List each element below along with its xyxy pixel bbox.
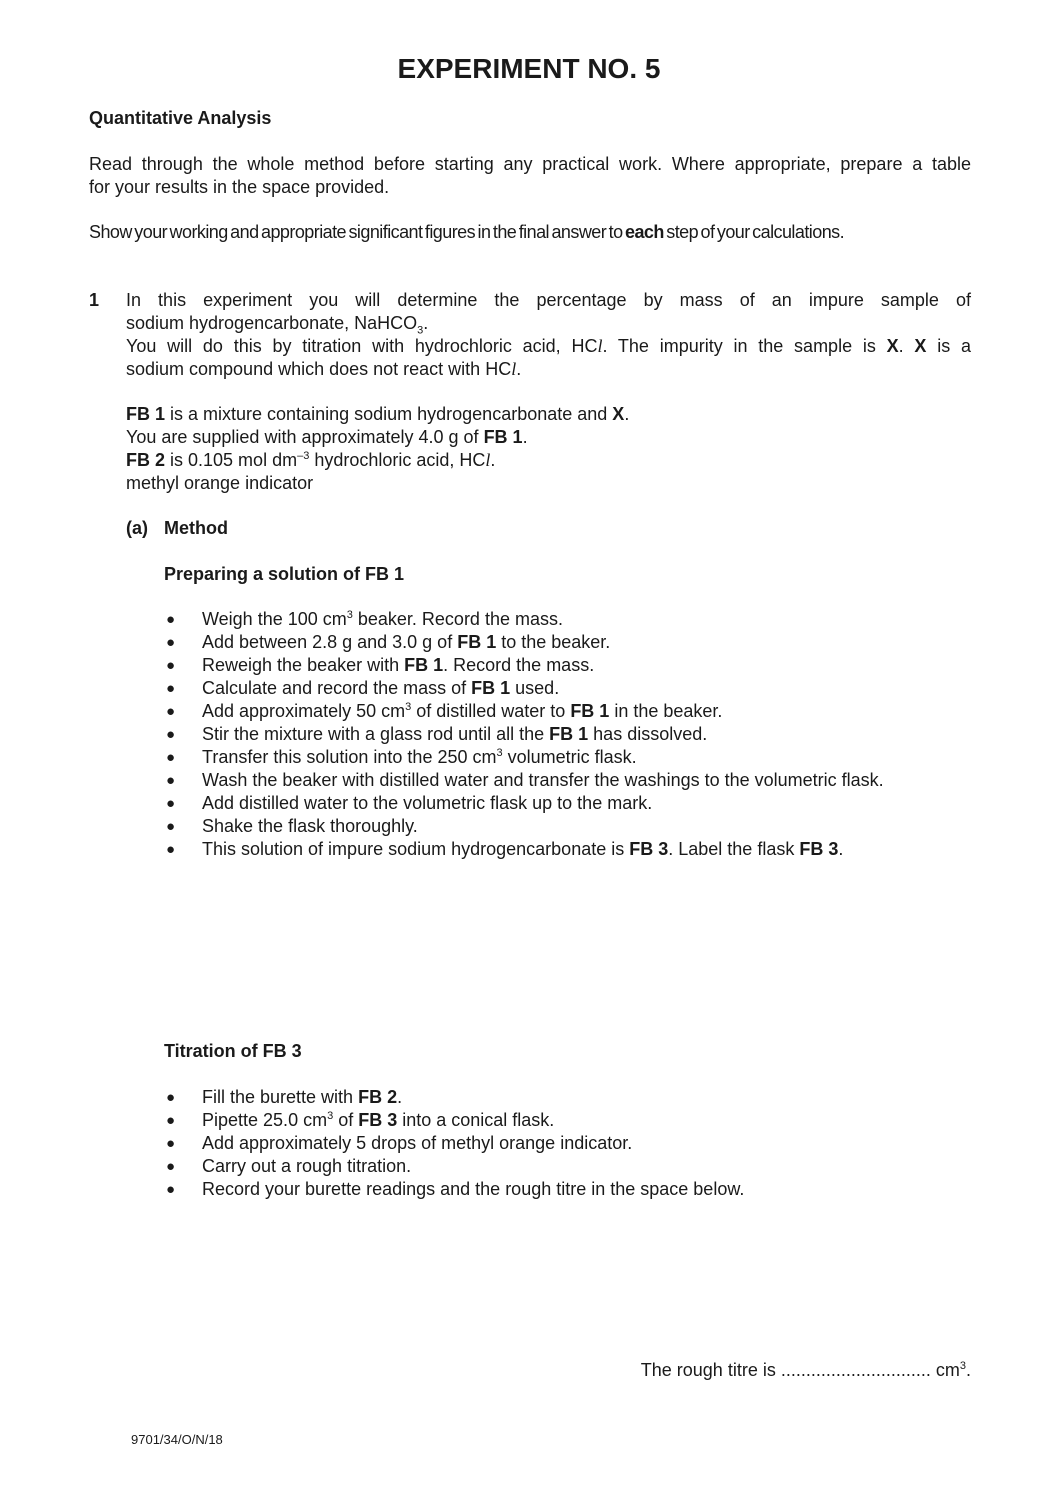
material-supply xyxy=(126,426,971,449)
bold-label: FB 1 xyxy=(549,724,589,744)
rough-titre-answer xyxy=(641,1359,971,1382)
superscript: 3 xyxy=(327,1110,334,1122)
list-item xyxy=(164,838,984,861)
intro-paragraph-1 xyxy=(89,153,971,199)
bullet-icon: ● xyxy=(166,634,176,651)
italic-letter: l xyxy=(597,336,603,356)
bold-label: FB 1 xyxy=(126,404,166,424)
material-indicator: methyl orange indicator xyxy=(126,473,314,493)
step-text: Calculate and record the mass of xyxy=(202,678,472,698)
question-text: is a xyxy=(926,336,971,356)
page-footer-code: 9701/34/O/N/18 xyxy=(131,1432,223,1447)
question-number: 1 xyxy=(89,290,100,310)
bullet-icon: ● xyxy=(166,818,176,835)
list-item xyxy=(164,746,984,769)
bold-label: FB 1 xyxy=(404,655,444,675)
superscript: 3 xyxy=(346,609,353,621)
list-item xyxy=(164,1155,984,1178)
bold-x: X xyxy=(914,336,927,356)
bullet-icon: ● xyxy=(166,726,176,743)
material-text: hydrochloric acid, HC xyxy=(309,450,486,470)
bullet-icon: ● xyxy=(166,795,176,812)
step-text: Reweigh the beaker with xyxy=(202,655,405,675)
material-fb1 xyxy=(126,403,971,426)
intro-line-1: Read through the whole method before starting any practical work. Where appropriate, prepare a table xyxy=(89,154,971,174)
list-item xyxy=(164,700,984,723)
step-text: to the beaker. xyxy=(496,632,611,652)
step-text: Add approximately 50 cm xyxy=(202,701,406,721)
answer-blank[interactable]: .............................. xyxy=(780,1360,931,1380)
bold-label: FB 2 xyxy=(126,450,166,470)
titration-heading: Titration of FB 3 xyxy=(164,1041,302,1061)
step-text: Carry out a rough titration. xyxy=(202,1156,412,1176)
list-item xyxy=(164,792,984,815)
bold-x: X xyxy=(612,404,625,424)
step-text: Add distilled water to the volumetric flask up to the mark. xyxy=(202,793,653,813)
list-item xyxy=(164,677,984,700)
answer-end: . xyxy=(965,1360,971,1380)
bold-label: FB 1 xyxy=(570,701,610,721)
step-text: Wash the beaker with distilled water and transfer the washings to the volumetric flask. xyxy=(202,770,884,790)
subscript: 3 xyxy=(417,324,424,337)
list-item xyxy=(164,1132,984,1155)
step-text: Add approximately 5 drops of methyl orange indicator. xyxy=(202,1133,633,1153)
bold-label: FB 1 xyxy=(471,678,511,698)
intro-paragraph-2 xyxy=(89,221,971,244)
question-text: You will do this by titration with hydrochloric acid, HC xyxy=(126,336,598,356)
italic-letter: l xyxy=(485,450,491,470)
material-text: You are supplied with approximately 4.0 g of xyxy=(126,427,484,447)
superscript: 3 xyxy=(959,1360,966,1372)
step-text: in the beaker. xyxy=(609,701,723,721)
list-item xyxy=(164,631,984,654)
preparing-steps-list xyxy=(164,608,984,861)
bullet-icon: ● xyxy=(166,611,176,628)
bullet-icon: ● xyxy=(166,841,176,858)
material-text: is a mixture containing sodium hydrogencarbonate and xyxy=(165,404,613,424)
bullet-icon: ● xyxy=(166,680,176,697)
list-item xyxy=(164,1086,984,1109)
step-text: Fill the burette with xyxy=(202,1087,359,1107)
step-text: This solution of impure sodium hydrogencarbonate is xyxy=(202,839,630,859)
step-text: Pipette 25.0 cm xyxy=(202,1110,328,1130)
bullet-icon: ● xyxy=(166,772,176,789)
list-item xyxy=(164,769,984,792)
question-line-2 xyxy=(126,312,971,335)
bullet-icon: ● xyxy=(166,1112,176,1129)
step-text: Add between 2.8 g and 3.0 g of xyxy=(202,632,458,652)
intro-emphasis: each xyxy=(624,222,664,242)
bullet-icon: ● xyxy=(166,1135,176,1152)
step-text: . Label the flask xyxy=(668,839,800,859)
part-a-label: (a) xyxy=(126,518,148,538)
material-fb2 xyxy=(126,449,971,472)
list-item xyxy=(164,1109,984,1132)
page-title: EXPERIMENT NO. 5 xyxy=(397,53,661,84)
step-text: into a conical flask. xyxy=(397,1110,555,1130)
intro-text: Show your working and appropriate significant figures in the final answer to xyxy=(89,222,625,242)
titration-steps-list xyxy=(164,1086,984,1201)
material-text: is 0.105 mol dm xyxy=(165,450,298,470)
part-a-heading: Method xyxy=(164,518,228,538)
question-line-4 xyxy=(126,358,971,381)
step-text: Record your burette readings and the rough titre in the space below. xyxy=(202,1179,745,1199)
step-text: Weigh the 100 cm xyxy=(202,609,347,629)
step-text: volumetric flask. xyxy=(502,747,637,767)
question-line-1: In this experiment you will determine the percentage by mass of an impure sample of xyxy=(126,290,971,310)
question-text: . xyxy=(423,313,429,333)
bold-label: FB 3 xyxy=(358,1110,398,1130)
step-text: . Record the mass. xyxy=(443,655,595,675)
step-text: . xyxy=(397,1087,403,1107)
intro-line-2: for your results in the space provided. xyxy=(89,177,390,197)
question-text: sodium hydrogencarbonate, NaHCO xyxy=(126,313,418,333)
question-line-3 xyxy=(126,335,971,358)
bullet-icon: ● xyxy=(166,749,176,766)
question-text: . xyxy=(516,359,522,379)
question-text: . The impurity in the sample is xyxy=(602,336,887,356)
bullet-icon: ● xyxy=(166,1181,176,1198)
step-text: beaker. Record the mass. xyxy=(352,609,563,629)
italic-letter: l xyxy=(511,359,517,379)
superscript: 3 xyxy=(496,747,503,759)
step-text: of distilled water to xyxy=(411,701,571,721)
step-text: has dissolved. xyxy=(588,724,708,744)
question-text: sodium compound which does not react with HC xyxy=(126,359,512,379)
step-text: of xyxy=(333,1110,359,1130)
list-item xyxy=(164,1178,984,1201)
list-item xyxy=(164,608,984,631)
material-text: . xyxy=(490,450,496,470)
answer-label: The rough titre is xyxy=(640,1360,781,1380)
step-text: Stir the mixture with a glass rod until all the xyxy=(202,724,550,744)
material-text: . xyxy=(522,427,528,447)
superscript: –3 xyxy=(297,450,310,462)
bullet-icon: ● xyxy=(166,657,176,674)
list-item xyxy=(164,654,984,677)
bold-label: FB 3 xyxy=(629,839,669,859)
bold-label: FB 3 xyxy=(799,839,839,859)
step-text: Shake the flask thoroughly. xyxy=(202,816,418,836)
preparing-heading: Preparing a solution of FB 1 xyxy=(164,564,405,584)
bold-x: X xyxy=(886,336,899,356)
step-text: . xyxy=(838,839,844,859)
bullet-icon: ● xyxy=(166,703,176,720)
section-heading: Quantitative Analysis xyxy=(89,108,272,128)
bold-label: FB 1 xyxy=(483,427,523,447)
step-text: used. xyxy=(510,678,560,698)
materials-list xyxy=(126,403,971,495)
bold-label: FB 2 xyxy=(358,1087,398,1107)
list-item xyxy=(164,815,984,838)
answer-unit: cm xyxy=(930,1360,960,1380)
material-text: . xyxy=(624,404,630,424)
bullet-icon: ● xyxy=(166,1158,176,1175)
bold-label: FB 1 xyxy=(457,632,497,652)
step-text: Transfer this solution into the 250 cm xyxy=(202,747,497,767)
question-body xyxy=(126,289,971,381)
bullet-icon: ● xyxy=(166,1089,176,1106)
intro-text-end: step of your calculations. xyxy=(663,222,845,242)
question-text: . xyxy=(898,336,915,356)
superscript: 3 xyxy=(405,701,412,713)
list-item xyxy=(164,723,984,746)
